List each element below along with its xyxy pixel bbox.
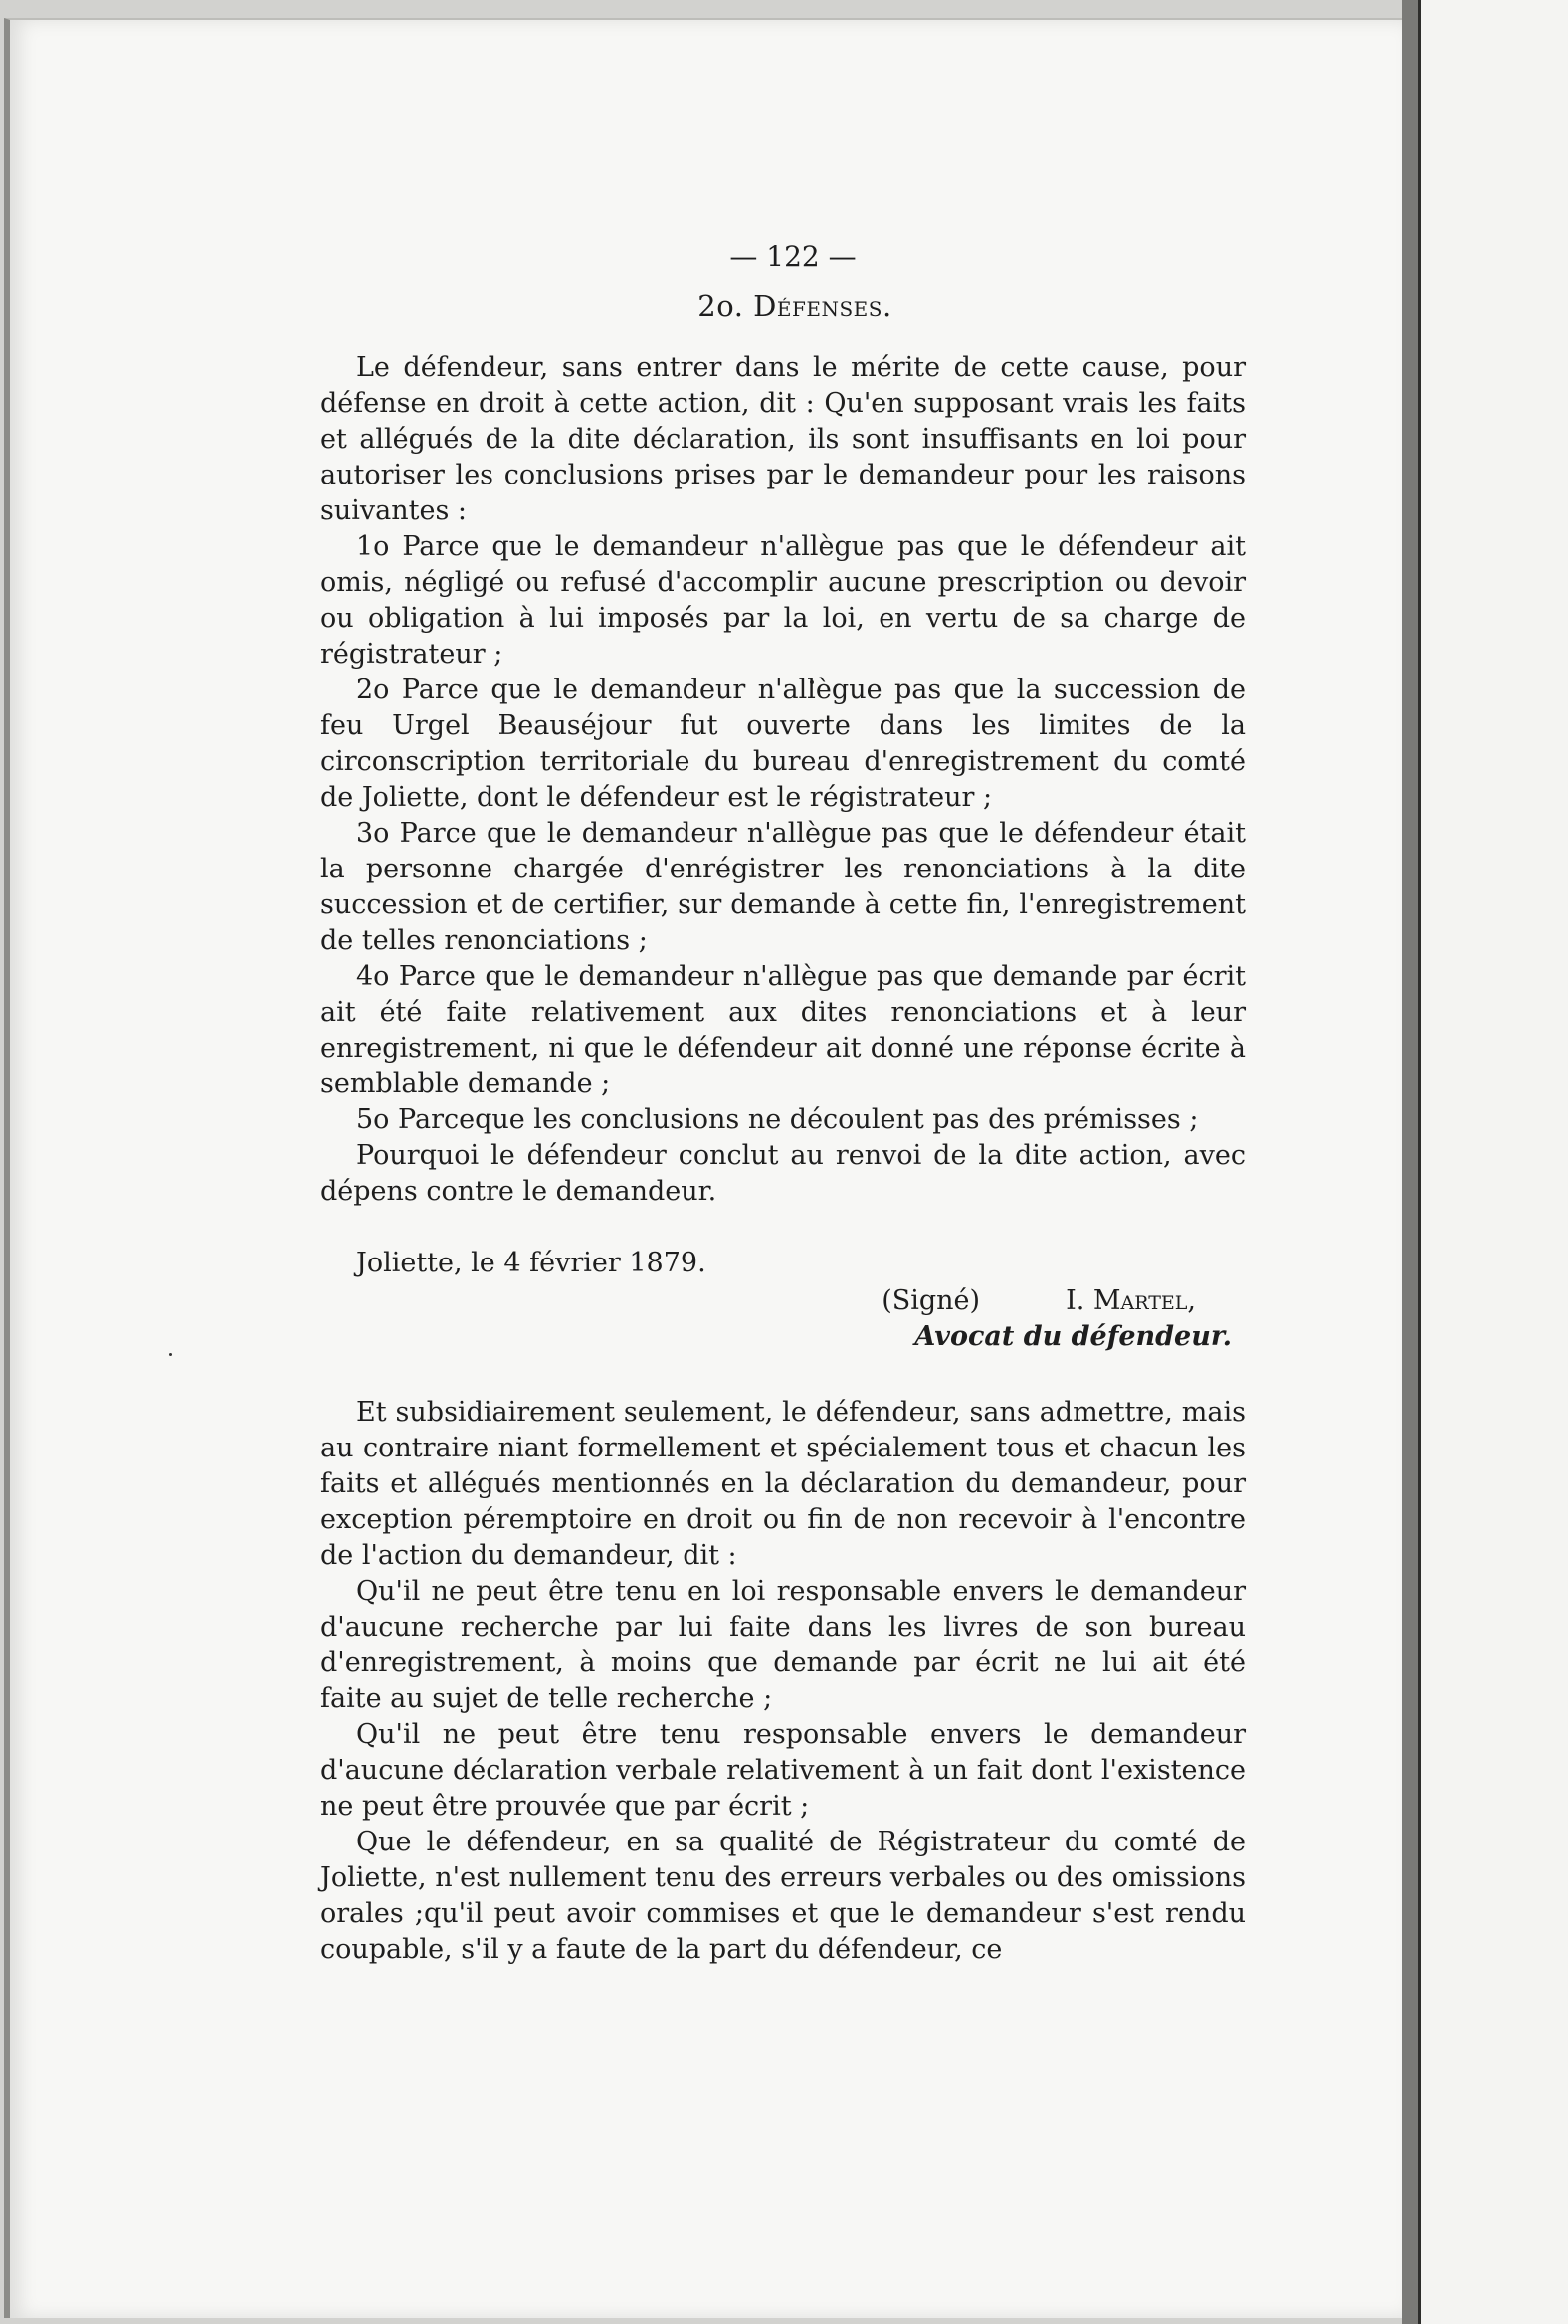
dateline: Joliette, le 4 février 1879. [356, 1248, 706, 1278]
page-number: — 122 — [729, 240, 857, 273]
spacer [320, 1355, 1246, 1395]
signatory-initial: I. [1066, 1285, 1085, 1316]
paragraph: Et subsidiairement seulement, le défendeur, sans admettre, mais au contraire niant formellement et spécialement tous et chacun les faits et allégués mentionnés en la déclaration du demandeur, pour exception péremptoire en droit ou fin de non recevoir à l'encontre de l'action du demandeur, dit : [320, 1397, 1246, 1571]
paragraph: Pourquoi le défendeur conclut au renvoi de la dite action, avec dépens contre le demandeur. [320, 1140, 1246, 1207]
page-text [320, 239, 1246, 1968]
paragraph: 5o Parceque les conclusions ne découlent pas des prémisses ; [356, 1104, 1199, 1135]
signatory-name: Martel, [1092, 1285, 1196, 1316]
book-gutter [1402, 0, 1418, 2324]
signature-line [320, 1283, 1246, 1319]
signatory [1066, 1283, 1196, 1319]
section-number: 2o. [697, 290, 744, 323]
signatory-role: Avocat du défendeur. [914, 1321, 1232, 1352]
ink-speck [169, 1353, 172, 1356]
paragraph: 2o Parce que le demandeur n'allègue pas que la succession de feu Urgel Beauséjour fut ouverte dans les limites de la circonscription territoriale du bureau d'enregistrement du comté de Joliette, dont le défendeur est le régistrateur ; [320, 675, 1246, 813]
section-title [320, 289, 1246, 324]
paragraph: 4o Parce que le demandeur n'allègue pas que demande par écrit ait été faite relativement aux dites renonciations et à leur enregistrement, ni que le défendeur ait donné une réponse écrite à semblable demande ; [320, 961, 1246, 1099]
section-heading: Défenses. [753, 290, 892, 323]
paragraph: Le défendeur, sans entrer dans le mérite de cette cause, pour défense en droit à cette action, dit : Qu'en supposant vrais les faits et allégués de la dite déclaration, ils sont insuffisants en loi pour autoriser les conclusions prises par le demandeur pour les raisons suivantes : [320, 352, 1246, 526]
signed-mark: (Signé) [882, 1285, 981, 1316]
paragraph: Que le défendeur, en sa qualité de Régistrateur du comté de Joliette, n'est nullement tenu des erreurs verbales ou des omissions orales ;qu'il peut avoir commises et que le demandeur s'est rendu coupable, s'il y a faute de la part du défendeur, ce [320, 1827, 1246, 1965]
paragraph: 3o Parce que le demandeur n'allègue pas que le défendeur était la personne chargée d'enrégistrer les renonciations à la dite succession et de certifier, sur demande à cette fin, l'enregistrement de telles renonciations ; [320, 818, 1246, 956]
paragraph: 1o Parce que le demandeur n'allègue pas que le défendeur ait omis, négligé ou refusé d'accomplir aucune prescription ou devoir ou obligation à lui imposés par la loi, en vertu de sa charge de régistrateur ; [320, 531, 1246, 670]
paragraph: Qu'il ne peut être tenu responsable envers le demandeur d'aucune déclaration verbale relativement à un fait dont l'existence ne peut être prouvée que par écrit ; [320, 1719, 1246, 1822]
adjacent-page-edge [1418, 0, 1568, 2324]
paragraph: Qu'il ne peut être tenu en loi responsable envers le demandeur d'aucune recherche par lui faite dans les livres de son bureau d'enregistrement, à moins que demande par écrit ne lui ait été faite au sujet de telle recherche ; [320, 1576, 1246, 1714]
